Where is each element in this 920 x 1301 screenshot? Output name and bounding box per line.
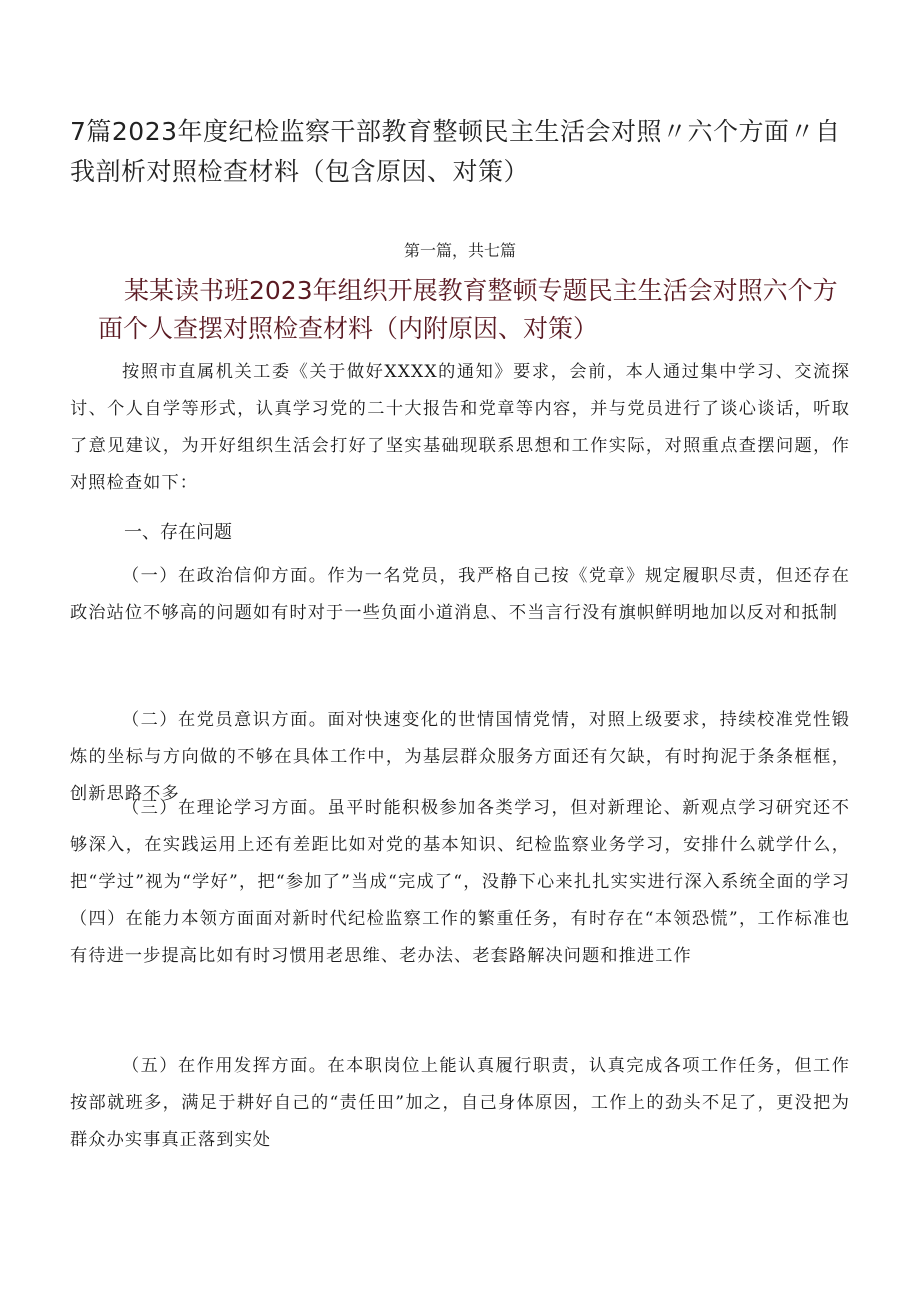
section-heading: 一、存在问题 (124, 522, 232, 543)
paragraph-political-belief: （一）在政治信仰方面。作为一名党员，我严格自己按《党章》规定履职尽责，但还存在政治站位不够高的问题如有时对于一些负面小道消息、不当言行没有旗帜鲜明地加以反对和抵制 (70, 566, 850, 623)
part-label: 第一篇，共七篇 (403, 241, 516, 260)
intro-paragraph: 按照市直属机关工委《关于做好XXXX的通知》要求，会前，本人通过集中学习、交流探讨、个人自学等形式，认真学习党的二十大报告和党章等内容，并与党员进行了谈心谈话，听取了意见建议，为开好组织生活会打好了坚实基础现联系思想和工作实际，对照重点查摆问题，作对照检查如下： (70, 362, 850, 493)
paragraph-role-play: （五）在作用发挥方面。在本职岗位上能认真履行职责，认真完成各项工作任务，但工作按部就班多，满足于耕好自己的“责任田”加之，自己身体原因，工作上的劲头不足了，更没把为群众办实事真正落到实处 (70, 1056, 850, 1150)
document-title: 7篇2023年度纪检监察干部教育整顿民主生活会对照〃六个方面〃自我剖析对照检查材料（包含原因、对策） (70, 117, 841, 186)
paragraph-party-awareness: （二）在党员意识方面。面对快速变化的世情国情党情，对照上级要求，持续校准党性锻炼的坐标与方向做的不够在具体工作中，为基层群众服务方面还有欠缺，有时拘泥于条条框框，创新思路不多 (70, 710, 850, 804)
paragraph-theory-study: （三）在理论学习方面。虽平时能积极参加各类学习，但对新理论、新观点学习研究还不够深入，在实践运用上还有差距比如对党的基本知识、纪检监察业务学习，安排什么就学什么，把“学过”视为“学好”，把“参加了”当成“完成了“，没静下心来扎扎实实进行深入系统全面的学习（四）在能力本领方面面对新时代纪检监察工作的繁重任务，有时存在“本领恐慌”，工作标准也有待进一步提高比如有时习惯用老思维、老办法、老套路解决问题和推进工作 (70, 798, 850, 966)
article-subtitle: 某某读书班2023年组织开展教育整顿专题民主生活会对照六个方面个人查摆对照检查材料（内附原因、对策） (98, 276, 838, 343)
